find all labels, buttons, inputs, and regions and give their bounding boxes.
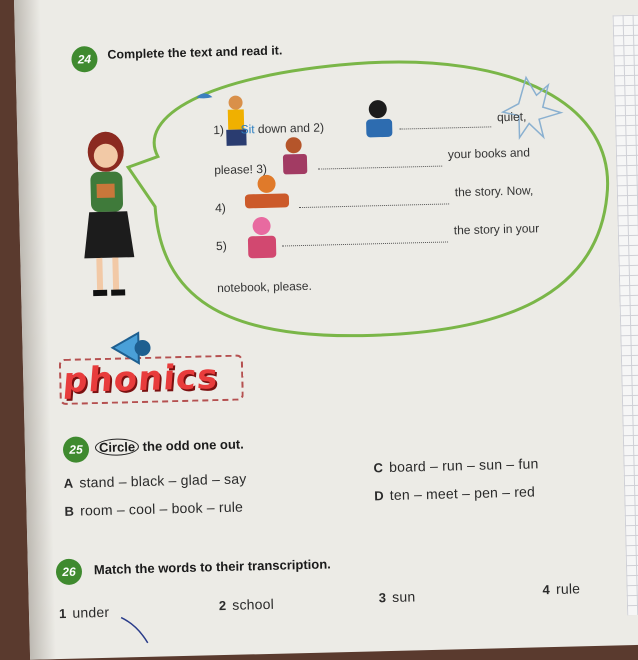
circle-word: Circle [95,438,140,456]
boy-reading-illustration [236,173,297,214]
exercise-title: Complete the text and read it. [107,43,283,62]
text-line-2 [214,162,267,177]
word-text: under [72,603,110,621]
option-a [64,470,247,490]
sentence-text: your books and [447,145,531,162]
sentence-text: down and [254,120,314,137]
option-b [64,499,243,519]
option-words[interactable]: ten – meet – pen – red [389,483,536,503]
exercise-title [95,437,244,456]
match-word-3[interactable] [379,588,416,605]
match-word-1[interactable] [59,604,110,621]
sentence-text: the story in your [453,221,540,238]
word-number: 2 [218,597,227,614]
exercise-number-badge [56,559,83,586]
sentence-text: notebook, please. [216,278,312,296]
word-text: rule [555,580,581,597]
option-d [374,483,535,503]
word-text: school [232,595,275,613]
sentence-text: please! [214,162,257,178]
word-text: sun [391,588,416,605]
option-words[interactable]: stand – black – glad – say [79,470,247,491]
option-letter: A [63,475,74,491]
gap-number: 5) [215,238,227,254]
option-words[interactable]: board – run – sun – fun [388,455,539,475]
exercise-title-text: the odd one out. [138,436,244,455]
answer-blank-2[interactable] [399,116,491,129]
match-word-2[interactable] [219,596,274,613]
butterfly-icon [502,77,561,138]
match-word-4[interactable] [542,580,580,597]
option-c [373,455,538,475]
girl-writing-illustration [241,216,282,265]
gap-number: 4) [214,200,226,216]
gap-number: 2) [313,120,325,135]
option-words[interactable]: room – cool – book – rule [79,498,244,519]
sentence-text: the story. Now, [454,183,534,200]
word-number: 3 [378,590,387,606]
gap-number: 3) [256,161,268,177]
option-letter: D [374,488,384,504]
exercise-number-badge [63,436,90,463]
exercise-number: 24 [77,52,92,67]
option-letter: B [64,503,75,519]
phonics-banner: phonics [61,357,221,401]
word-number: 1 [58,605,67,622]
teacher-girl-illustration [69,127,143,309]
gap-number: 1) [213,122,225,138]
boy-quiet-illustration [362,99,397,140]
page-binding-shadow [14,0,56,660]
workbook-page [14,0,638,660]
bird-icon [196,93,212,98]
exercise-title: Match the words to their transcription. [93,556,331,578]
word-number: 4 [542,582,551,598]
exercise-number: 25 [69,442,83,457]
exercise-number: 26 [62,564,76,579]
example-answer: Sit [240,122,255,137]
option-letter: C [373,460,384,476]
text-line-1 [213,120,324,137]
pen-line-mark [117,615,158,646]
sentence-text: quiet, [496,109,527,125]
